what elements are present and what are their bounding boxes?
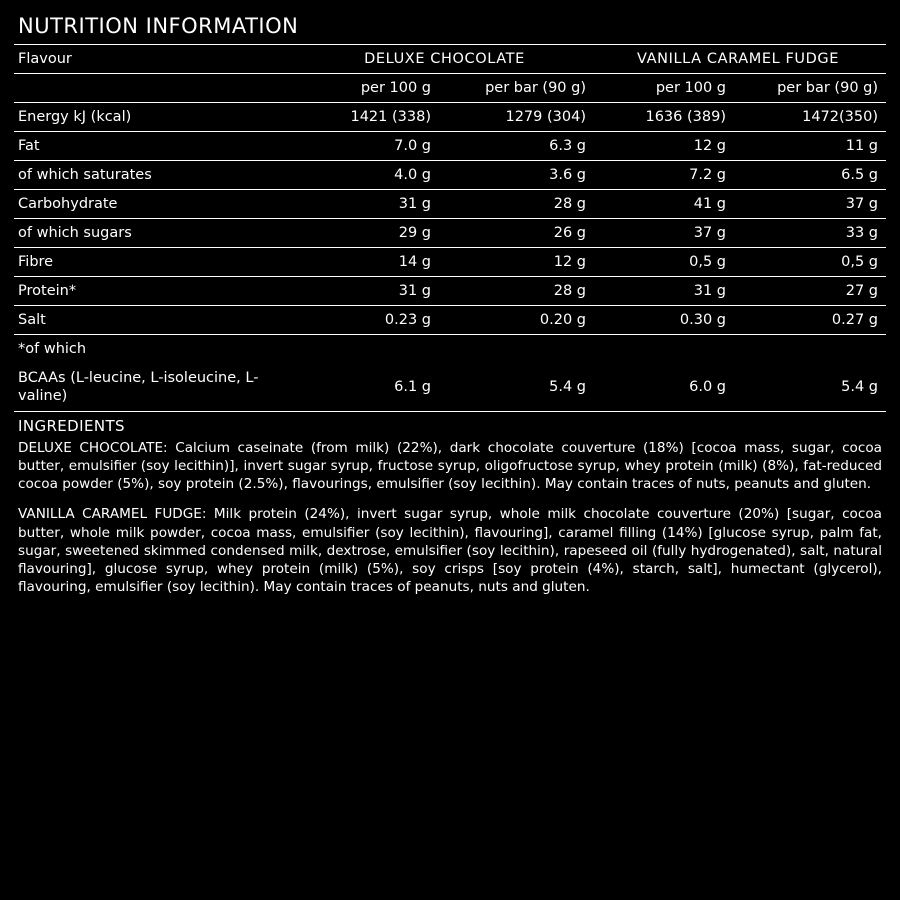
subheader-vcf-per-bar: per bar (90 g) bbox=[734, 74, 886, 103]
bcaa-label: BCAAs (L-leucine, L-isoleucine, L-valine) bbox=[18, 370, 259, 405]
subheader-dc-per-bar: per bar (90 g) bbox=[439, 74, 594, 103]
row-value: 12 g bbox=[594, 132, 734, 161]
table-row bbox=[14, 248, 886, 277]
row-value: 37 g bbox=[594, 219, 734, 248]
row-value: 26 g bbox=[439, 219, 594, 248]
row-value: 37 g bbox=[734, 190, 886, 219]
row-value: 6.5 g bbox=[734, 161, 886, 190]
row-value: 31 g bbox=[299, 277, 439, 306]
row-value: 1636 (389) bbox=[594, 103, 734, 132]
row-value: 1421 (338) bbox=[299, 103, 439, 132]
row-value: 12 g bbox=[439, 248, 594, 277]
row-value: 7.2 g bbox=[594, 161, 734, 190]
table-row bbox=[14, 103, 886, 132]
row-value: 0,5 g bbox=[734, 248, 886, 277]
row-label: of which saturates bbox=[14, 161, 299, 190]
row-value: 31 g bbox=[299, 190, 439, 219]
row-value: 3.6 g bbox=[439, 161, 594, 190]
row-label: Protein* bbox=[14, 277, 299, 306]
row-value: 28 g bbox=[439, 190, 594, 219]
ingredients-paragraph-vanilla-caramel-fudge: VANILLA CARAMEL FUDGE: Milk protein (24%), invert sugar syrup, whole milk chocolate couverture (20%) [sugar, cocoa butter, whole milk powder, cocoa mass, emulsifier (soy lecithin), flavouring], caramel filling (14%) [glucose syrup, palm fat, sugar, sweetened skimmed condensed milk, dextrose, emulsifier (soy lecithin), rapeseed oil (fully hydrogenated), salt, natural flavouring], glucose syrup, whey protein (milk) (5%), soy crisps [soy protein (4%), starch, salt], humectant (glycerol), flavouring, emulsifier (soy lecithin). May contain traces of peanuts, nuts and gluten. bbox=[18, 506, 882, 595]
row-label: Fat bbox=[14, 132, 299, 161]
row-value: 14 g bbox=[299, 248, 439, 277]
row-value: 33 g bbox=[734, 219, 886, 248]
row-value: 0.20 g bbox=[439, 306, 594, 335]
bcaa-value: 6.0 g bbox=[689, 379, 726, 396]
footnote-spacer bbox=[734, 335, 886, 364]
footnote-spacer bbox=[594, 335, 734, 364]
row-value: 6.3 g bbox=[439, 132, 594, 161]
row-value: 0.23 g bbox=[299, 306, 439, 335]
row-value: 11 g bbox=[734, 132, 886, 161]
row-value: 41 g bbox=[594, 190, 734, 219]
group-header-deluxe-chocolate: DELUXE CHOCOLATE bbox=[299, 45, 594, 74]
subheader-dc-per-100g: per 100 g bbox=[299, 74, 439, 103]
table-row bbox=[14, 277, 886, 306]
row-value: 0.30 g bbox=[594, 306, 734, 335]
bcaa-value: 5.4 g bbox=[549, 379, 586, 396]
nutrition-table bbox=[14, 44, 886, 411]
row-label: of which sugars bbox=[14, 219, 299, 248]
row-value: 28 g bbox=[439, 277, 594, 306]
row-value: 7.0 g bbox=[299, 132, 439, 161]
row-value: 27 g bbox=[734, 277, 886, 306]
row-value: 31 g bbox=[594, 277, 734, 306]
row-label: Carbohydrate bbox=[14, 190, 299, 219]
table-row bbox=[14, 219, 886, 248]
footnote-label: *of which bbox=[14, 335, 299, 364]
bcaa-value: 6.1 g bbox=[394, 379, 431, 396]
footnote-spacer bbox=[439, 335, 594, 364]
subheader-vcf-per-100g: per 100 g bbox=[594, 74, 734, 103]
row-value: 0.27 g bbox=[734, 306, 886, 335]
table-row bbox=[14, 161, 886, 190]
row-value: 1279 (304) bbox=[439, 103, 594, 132]
row-value: 0,5 g bbox=[594, 248, 734, 277]
row-label: Salt bbox=[14, 306, 299, 335]
flavour-header: Flavour bbox=[14, 45, 299, 74]
row-value: 1472(350) bbox=[734, 103, 886, 132]
row-label: Energy kJ (kcal) bbox=[14, 103, 299, 132]
bcaa-value: 5.4 g bbox=[841, 379, 879, 396]
table-row bbox=[14, 132, 886, 161]
row-value: 4.0 g bbox=[299, 161, 439, 190]
footnote-spacer bbox=[299, 335, 439, 364]
ingredients-paragraph-deluxe-chocolate: DELUXE CHOCOLATE: Calcium caseinate (from milk) (22%), dark chocolate couverture (18%) [cocoa mass, sugar, cocoa butter, emulsifier (soy lecithin)], invert sugar syrup, fructose syrup, oligofructose syrup, whey protein (milk) (8%), fat-reduced cocoa powder (5%), soy protein (2.5%), flavourings, emulsifier (soy lecithin). May contain traces of nuts, peanuts and gluten. bbox=[18, 440, 882, 493]
row-label: Fibre bbox=[14, 248, 299, 277]
bcaa-row bbox=[14, 363, 886, 411]
row-value: 29 g bbox=[299, 219, 439, 248]
ingredients-heading: INGREDIENTS bbox=[14, 411, 886, 439]
footnote-row bbox=[14, 335, 886, 364]
group-header-vanilla-caramel-fudge: VANILLA CARAMEL FUDGE bbox=[594, 45, 886, 74]
table-header-row-flavour bbox=[14, 45, 886, 74]
units-header-spacer bbox=[14, 74, 299, 103]
page-title: NUTRITION INFORMATION bbox=[18, 14, 299, 38]
table-row bbox=[14, 306, 886, 335]
table-row bbox=[14, 190, 886, 219]
table-header-row-units bbox=[14, 74, 886, 103]
